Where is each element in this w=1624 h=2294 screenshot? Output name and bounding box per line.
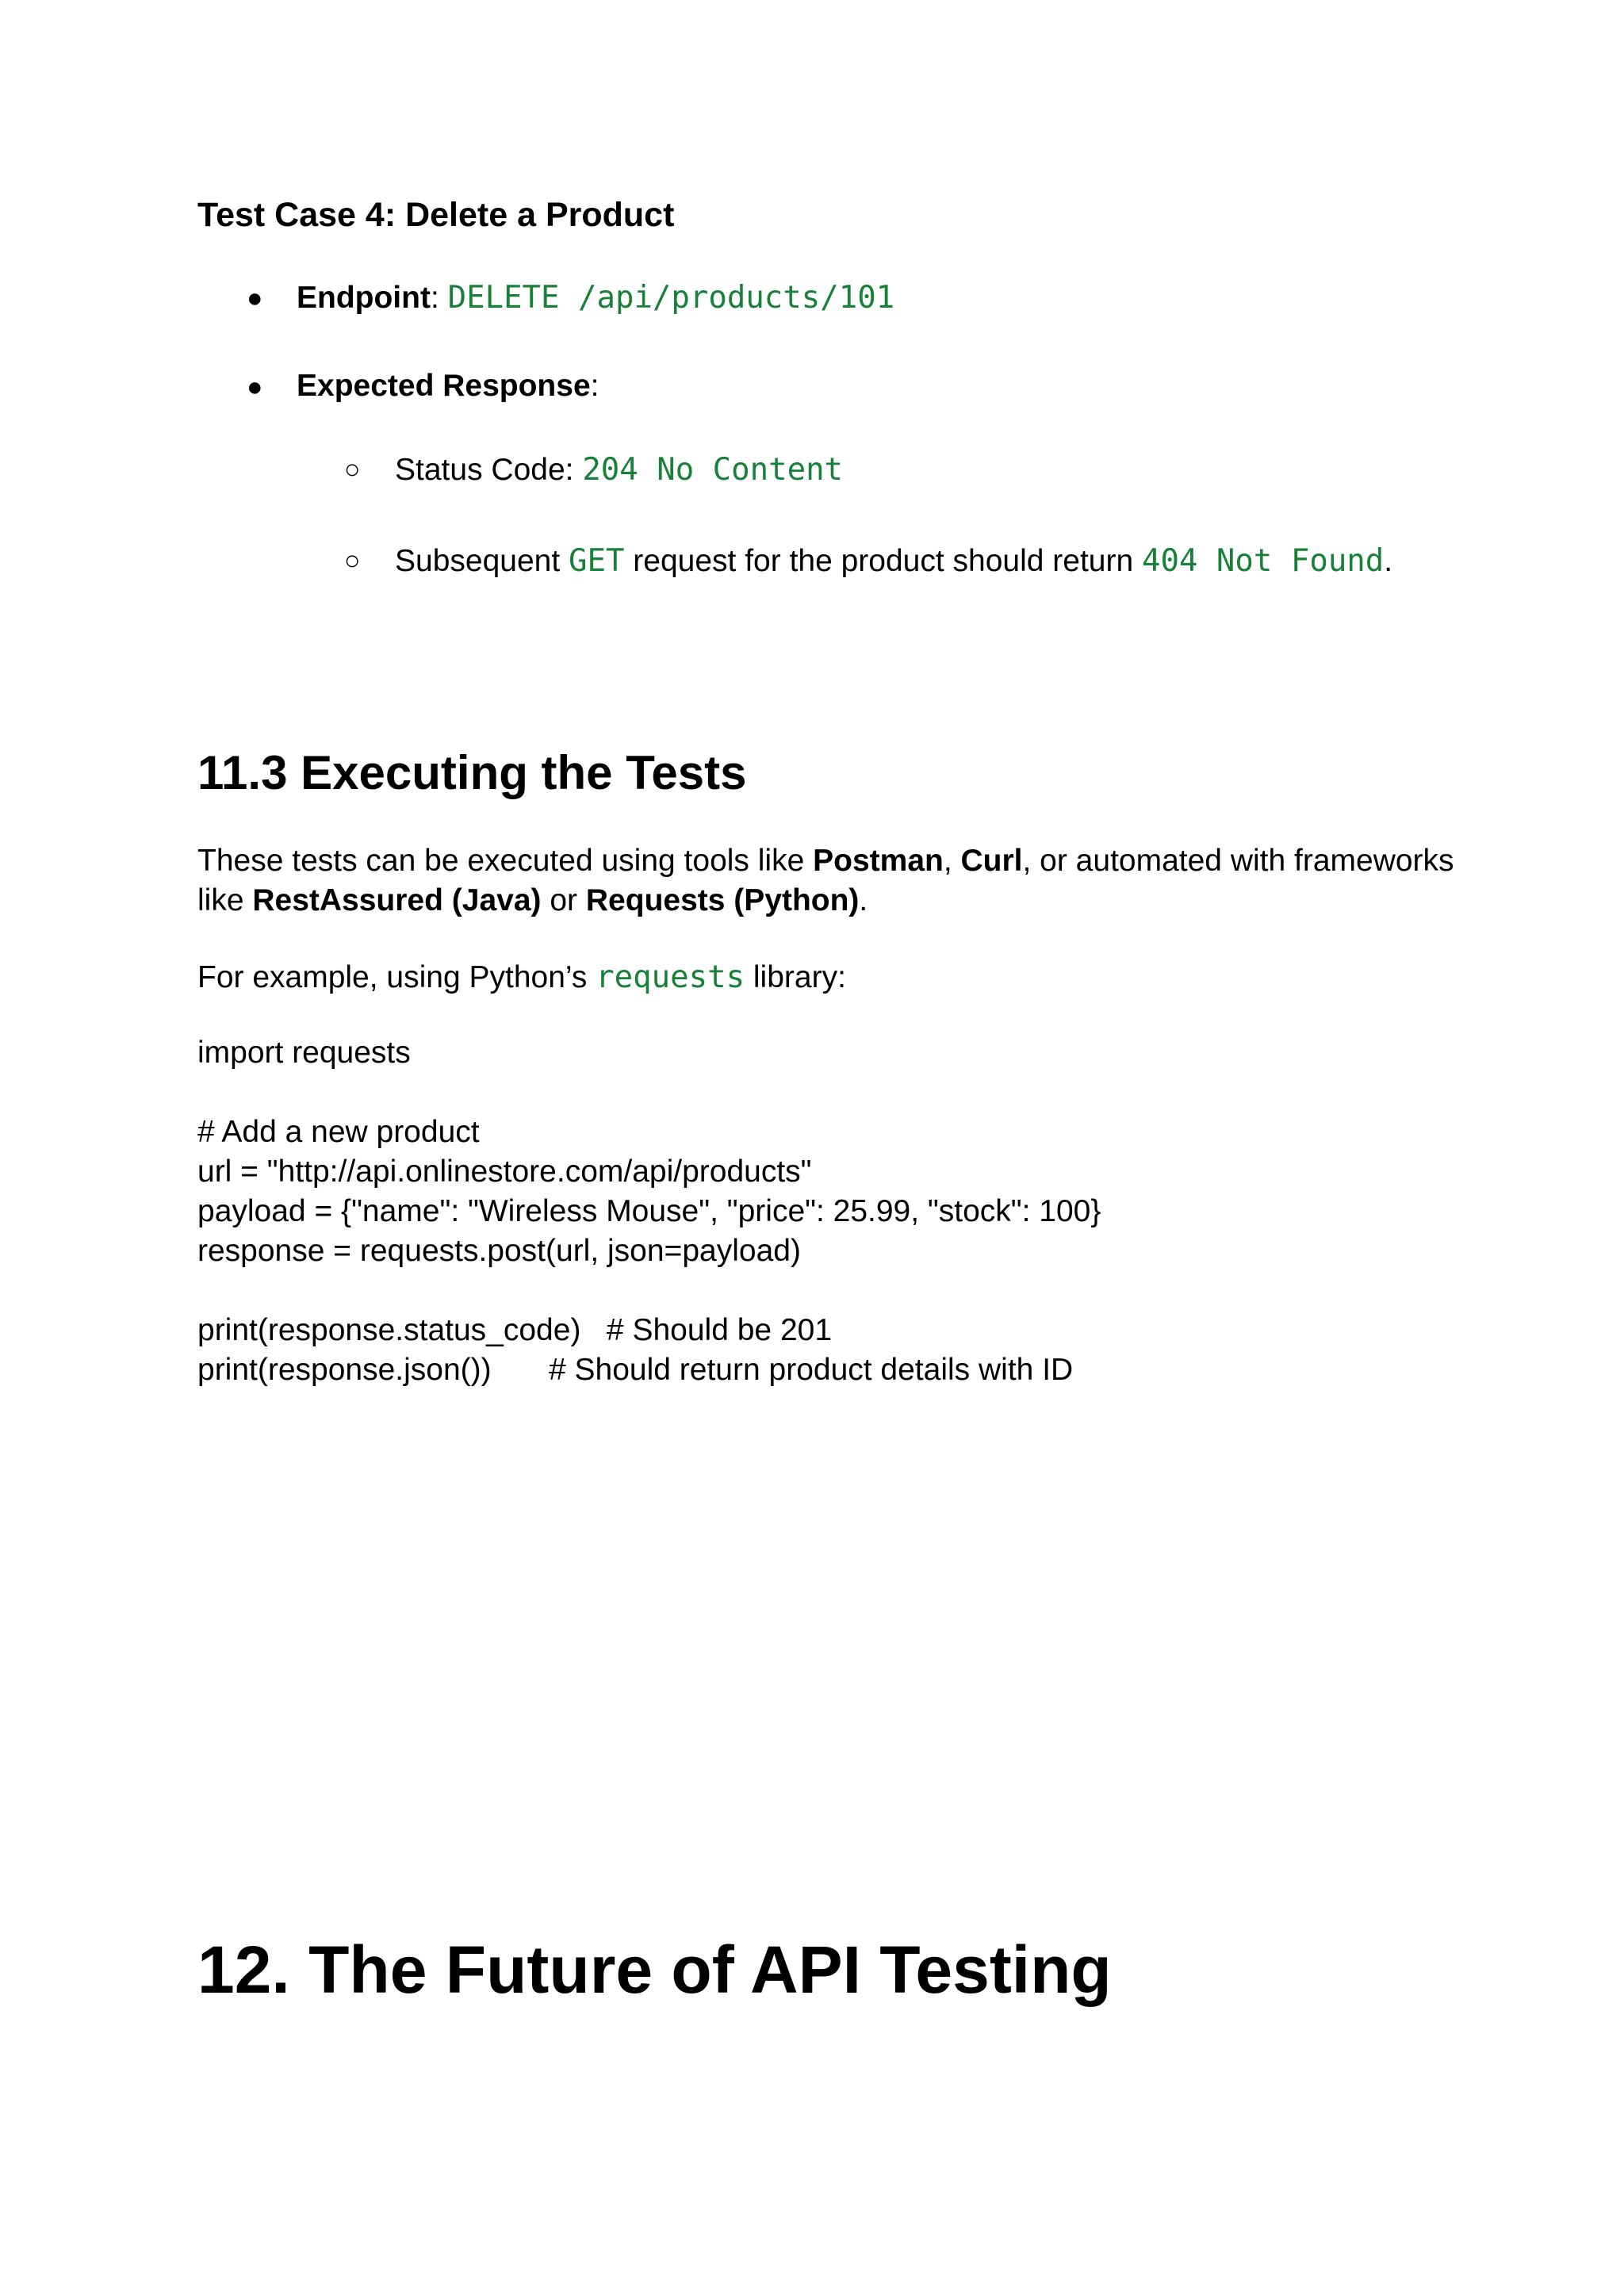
code-line: response = requests.post(url, json=payload) <box>197 1234 801 1268</box>
p1-like: like <box>197 883 253 917</box>
p1-or: or <box>541 883 586 917</box>
p1-requests: Requests (Python) <box>585 883 860 917</box>
p1-comma: , <box>943 844 961 878</box>
p1-end: . <box>859 883 868 917</box>
p1-postman: Postman <box>813 844 944 878</box>
status-prefix: Status Code: <box>395 453 583 487</box>
chapter-heading: 12. The Future of API Testing <box>197 1932 1112 2007</box>
p1-text: These tests can be executed using tools like <box>197 844 814 878</box>
endpoint-item <box>297 280 894 316</box>
bullet-dot: ● <box>247 372 263 402</box>
subsequent-prefix: Subsequent <box>395 544 569 578</box>
expected-colon: : <box>590 369 599 403</box>
subsequent-middle: request for the product should return <box>624 544 1143 578</box>
paragraph-line <box>197 883 868 918</box>
code-line: payload = {"name": "Wireless Mouse", "price": 25.99, "stock": 100} <box>197 1194 1101 1228</box>
status-code-item <box>395 452 843 488</box>
subsequent-item <box>395 543 1392 579</box>
p1-text-b: , or automated with frameworks <box>1022 844 1454 878</box>
endpoint-colon: : <box>430 281 439 315</box>
code-comment: # Should return product details with ID <box>549 1353 1074 1387</box>
expected-item <box>297 369 599 404</box>
code-line: print(response.status_code) # Should be 201 <box>197 1313 833 1347</box>
subsequent-get: GET <box>569 543 625 579</box>
subsequent-end: . <box>1384 544 1393 578</box>
expected-label: Expected Response <box>297 369 591 403</box>
code-line: import requests <box>197 1036 411 1070</box>
p2-text: For example, using Python’s <box>197 960 596 994</box>
paragraph-line <box>197 844 1454 879</box>
paragraph-line <box>197 959 846 995</box>
sub-bullet-circle: ○ <box>344 546 361 576</box>
endpoint-value: DELETE /api/products/101 <box>447 280 895 316</box>
test-case-heading: Test Case 4: Delete a Product <box>197 196 675 234</box>
code-line: url = "http://api.onlinestore.com/api/products" <box>197 1155 812 1189</box>
p2-code: requests <box>596 959 745 995</box>
p2-text-b: library: <box>745 960 846 994</box>
bullet-dot: ● <box>247 283 263 313</box>
p1-curl: Curl <box>960 844 1023 878</box>
status-value: 204 No Content <box>582 452 844 488</box>
subsequent-code: 404 Not Found <box>1142 543 1385 579</box>
section-heading: 11.3 Executing the Tests <box>197 746 747 799</box>
endpoint-label: Endpoint <box>297 281 431 315</box>
p1-restassured: RestAssured (Java) <box>252 883 542 917</box>
code-line: # Add a new product <box>197 1115 480 1149</box>
code-line: print(response.json()) <box>197 1353 492 1387</box>
sub-bullet-circle: ○ <box>344 454 361 484</box>
